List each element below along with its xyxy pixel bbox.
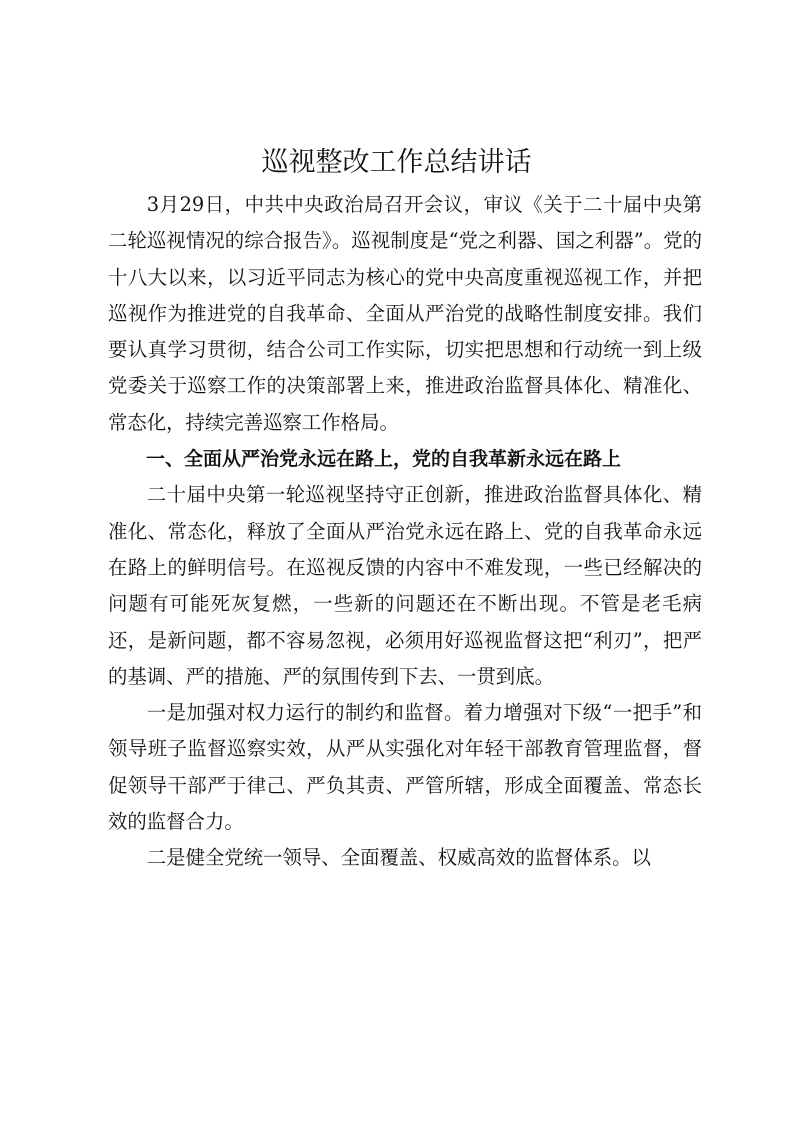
section-paragraph-2: 一是加强对权力运行的制约和监督。着力增强对下级“一把手”和领导班子监督巡察实效，从严从实强化对年轻干部教育管理监督，督促领导干部严于律己、严负其责、严管所辖，形成全面覆盖、常态长效的监督合力。 (108, 701, 702, 834)
document-title: 巡视整改工作总结讲话 (261, 147, 532, 178)
section-paragraph-1: 二十届中央第一轮巡视坚持守正创新，推进政治监督具体化、精准化、常态化，释放了全面从严治党永远在路上、党的自我革命永远在路上的鲜明信号。在巡视反馈的内容中不难发现，一些已经解决的问题有可能死灰复燃，一些新的问题还在不断出现。不管是老毛病还，是新问题，都不容易忽视，必须用好巡视监督这把“利刃”，把严的基调、严的措施、严的氛围传到下去、一贯到底。 (108, 483, 702, 688)
section-heading: 一、全面从严治党永远在路上，党的自我革新永远在路上 (146, 448, 622, 471)
document-body (108, 187, 702, 877)
section-paragraph-3: 二是健全党统一领导、全面覆盖、权威高效的监督体系。以 (146, 846, 651, 870)
intro-paragraph: 3月29日，中共中央政治局召开会议，审议《关于二十届中央第二轮巡视情况的综合报告》。巡视制度是“党之利器、国之利器”。党的十八大以来，以习近平同志为核心的党中央高度重视巡视工作，并把巡视作为推进党的自我革命、全面从严治党的战略性制度安排。我们要认真学习贯彻，结合公司工作实际，切实把思想和行动统一到上级党委关于巡察工作的决策部署上来，推进政治监督具体化、精准化、常态化，持续完善巡察工作格局。 (108, 193, 702, 434)
